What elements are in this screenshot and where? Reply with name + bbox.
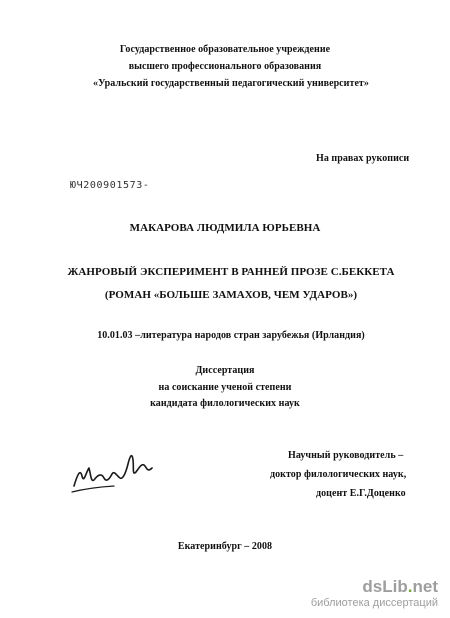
manuscript-note: На правах рукописи	[316, 153, 410, 164]
supervisor-line-3: доцент Е.Г.Доценко	[316, 488, 406, 499]
supervisor-line-2: доктор филологических наук,	[270, 469, 407, 480]
institution-line-2: высшего профессионального образования	[128, 61, 322, 72]
degree-line-2: на соискание ученой степени	[158, 382, 292, 393]
dissertation-title-line-1: ЖАНРОВЫЙ ЭКСПЕРИМЕНТ В РАННЕЙ ПРОЗЕ С.БЕККЕТА	[67, 266, 395, 278]
dslib-logo: dsLib.net	[362, 577, 438, 596]
institution-line-3: «Уральский государственный педагогический университет»	[93, 78, 369, 89]
dslib-watermark	[311, 577, 438, 610]
dslib-tagline: библиотека диссертаций	[310, 597, 438, 609]
city-year: Екатеринбург – 2008	[177, 541, 273, 552]
institution-line-1: Государственное образовательное учреждение	[119, 44, 331, 55]
degree-line-3: кандидата филологических наук	[150, 398, 300, 409]
library-stamp-number: ЮЧ200901573-	[70, 180, 150, 191]
dissertation-title-line-2: (РОМАН «БОЛЬШЕ ЗАМАХОВ, ЧЕМ УДАРОВ»)	[104, 289, 358, 301]
author-name: МАКАРОВА ЛЮДМИЛА ЮРЬЕВНА	[129, 222, 321, 234]
handwritten-signature	[68, 442, 158, 500]
specialty-code: 10.01.03 –литература народов стран зарубежья (Ирландия)	[97, 330, 365, 341]
degree-line-1: Диссертация	[195, 365, 255, 376]
supervisor-line-1: Научный руководитель –	[288, 450, 404, 461]
